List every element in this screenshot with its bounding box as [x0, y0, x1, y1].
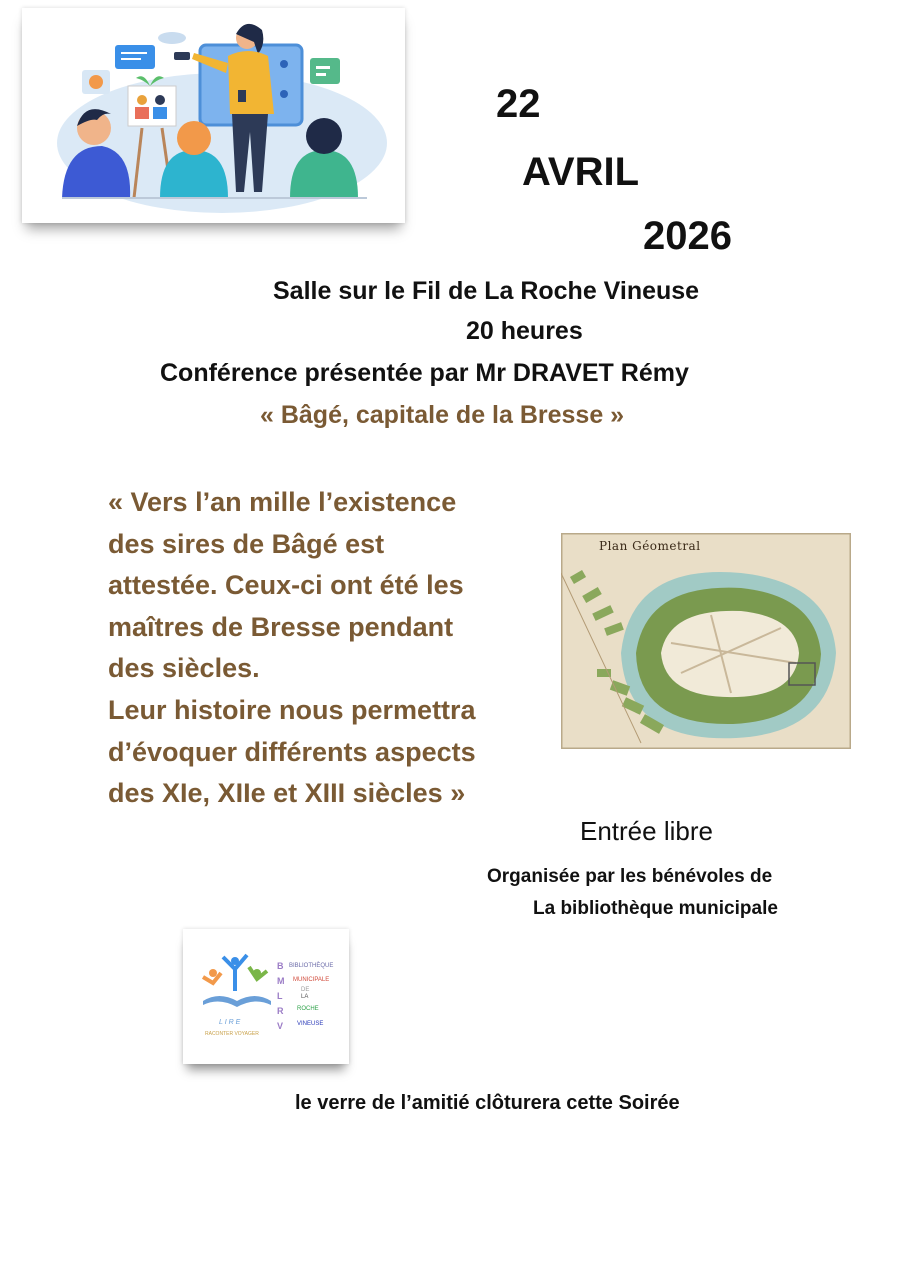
logo-letter: R	[277, 1006, 284, 1016]
date-year: 2026	[643, 214, 732, 258]
logo-word: VINEUSE	[297, 1021, 324, 1027]
conference-illustration	[22, 8, 405, 223]
event-subject: « Bâgé, capitale de la Bresse »	[260, 401, 625, 429]
organizer-line-2: La bibliothèque municipale	[533, 898, 778, 919]
logo-tag-lire: L I R E	[219, 1019, 241, 1026]
logo-letter: L	[277, 991, 283, 1001]
entry-info: Entrée libre	[580, 816, 713, 846]
event-time: 20 heures	[466, 317, 583, 345]
closing-note: le verre de l’amitié clôturera cette Soirée	[295, 1092, 680, 1114]
map-title: Plan Géometral	[599, 539, 701, 553]
logo-word: BIBLIOTHÈQUE	[289, 963, 334, 969]
quote-line: des siècles.	[108, 653, 260, 684]
quote-line: maîtres de Bresse pendant	[108, 611, 454, 642]
readers-book-icon	[197, 953, 277, 1013]
quote-line: des sires de Bâgé est	[108, 528, 385, 559]
organizer-line-1: Organisée par les bénévoles de	[487, 866, 773, 887]
logo-word: LA	[301, 994, 309, 1000]
date-day: 22	[496, 82, 541, 126]
logo-letter: V	[277, 1021, 284, 1031]
date-month: AVRIL	[522, 150, 640, 194]
logo-tag-bottom: RACONTER VOYAGER	[205, 1031, 259, 1037]
historic-map-image	[561, 533, 851, 749]
event-venue: Salle sur le Fil de La Roche Vineuse	[273, 277, 700, 305]
quote-line: « Vers l’an mille l’existence	[108, 487, 457, 517]
library-logo	[183, 929, 349, 1064]
logo-word: MUNICIPALE	[293, 977, 330, 983]
logo-letter: M	[277, 976, 285, 986]
quote-line: attestée. Ceux-ci ont été les	[108, 570, 464, 601]
quote-line: des XIe, XIIe et XIII siècles »	[108, 778, 466, 809]
map-illustration-icon	[561, 533, 851, 749]
logo-word: DE	[301, 987, 310, 993]
logo-word: ROCHE	[297, 1006, 319, 1012]
quote-paragraph	[108, 482, 538, 815]
quote-line: d’évoquer différents aspects	[108, 736, 476, 767]
event-speaker: Conférence présentée par Mr DRAVET Rémy	[160, 359, 689, 387]
logo-letter: B	[277, 961, 284, 971]
presenter-illustration-icon	[22, 8, 405, 223]
quote-line: Leur histoire nous permettra	[108, 694, 476, 725]
